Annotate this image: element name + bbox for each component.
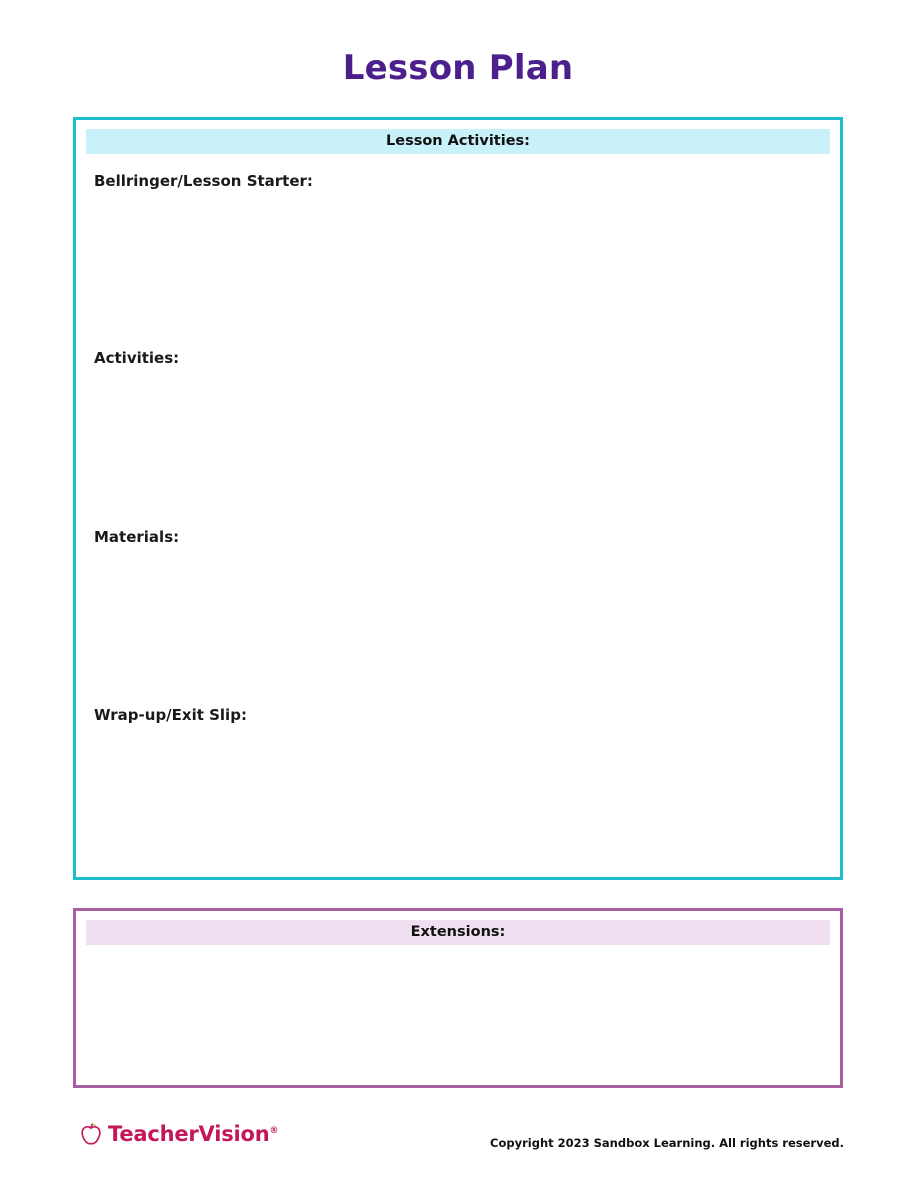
apple-icon	[80, 1122, 102, 1146]
field-label-activities: Activities:	[94, 349, 180, 367]
field-label-materials: Materials:	[94, 528, 180, 546]
page-title: Lesson Plan	[342, 48, 574, 88]
extensions-banner: Extensions:	[86, 920, 830, 945]
lesson-activities-section	[73, 117, 843, 880]
field-input-materials[interactable]	[94, 554, 822, 704]
extensions-section	[73, 908, 843, 1088]
field-input-extensions[interactable]	[94, 959, 822, 1079]
field-input-bellringer[interactable]	[94, 198, 822, 348]
page-footer	[0, 1118, 916, 1178]
field-label-wrapup: Wrap-up/Exit Slip:	[94, 706, 247, 724]
field-input-wrapup[interactable]	[94, 732, 822, 872]
brand-name: TeacherVision®	[108, 1122, 279, 1146]
teachervision-logo	[80, 1122, 278, 1146]
lesson-activities-banner: Lesson Activities:	[86, 129, 830, 154]
copyright-text: Copyright 2023 Sandbox Learning. All rights reserved.	[490, 1136, 844, 1150]
field-label-bellringer: Bellringer/Lesson Starter:	[94, 172, 313, 190]
brand-trademark: ®	[269, 1126, 279, 1136]
field-input-activities[interactable]	[94, 375, 822, 528]
